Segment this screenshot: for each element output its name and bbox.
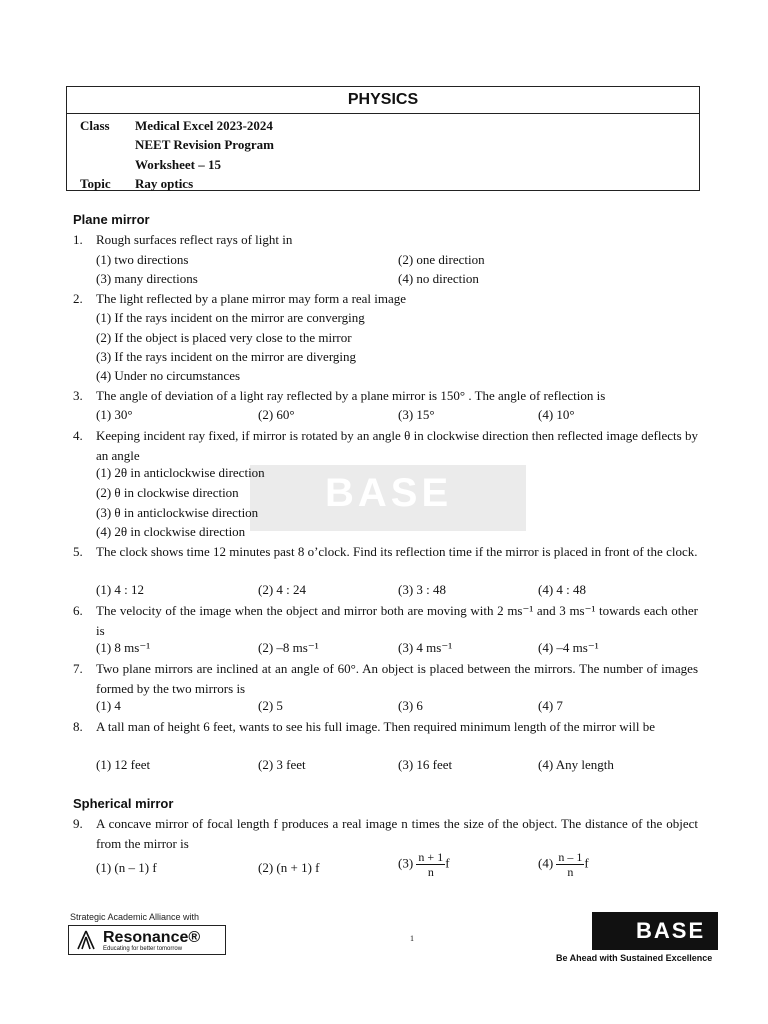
question-text: Keeping incident ray fixed, if mirror is rotated by an angle θ in clockwise direction then reflected image deflects by an angle [96, 428, 698, 463]
option: (3) If the rays incident on the mirror are diverging [96, 349, 357, 364]
option: (2) 60° [258, 407, 295, 422]
question-2 [73, 289, 698, 309]
base-tagline: Be Ahead with Sustained Excellence [556, 953, 713, 963]
footer-alliance-text: Strategic Academic Alliance with [70, 912, 200, 922]
option: (1) two directions [96, 252, 189, 267]
option-label: (3) [398, 855, 414, 871]
section-heading-plane-mirror: Plane mirror [73, 212, 150, 227]
resonance-logo [68, 925, 226, 955]
option: (4) 4 : 48 [538, 582, 587, 597]
question-9 [73, 814, 698, 853]
class-label: Class [80, 118, 110, 133]
option-4 [538, 850, 589, 879]
option: (2) 4 : 24 [258, 582, 307, 597]
class-line-2: NEET Revision Program [135, 137, 274, 152]
question-text: Rough surfaces reflect rays of light in [96, 232, 293, 247]
question-number: 5. [73, 544, 83, 559]
question-text: A concave mirror of focal length f produces a real image n times the size of the object. The distance of the object from the mirror is [96, 816, 698, 851]
question-text: The angle of deviation of a light ray reflected by a plane mirror is 150° . The angle of reflection is [96, 388, 606, 403]
option: (1) If the rays incident on the mirror are converging [96, 310, 365, 325]
fraction-suffix: f [584, 855, 589, 871]
option: (3) many directions [96, 271, 198, 286]
question-number: 7. [73, 661, 83, 676]
page-number: 1 [410, 934, 414, 943]
option: (1) 2θ in anticlockwise direction [96, 465, 265, 480]
question-4 [73, 426, 698, 465]
question-3 [73, 386, 698, 406]
fraction-denominator: n [567, 865, 574, 879]
option: (2) If the object is placed very close to the mirror [96, 330, 352, 345]
question-text: The velocity of the image when the object and mirror both are moving with 2 ms⁻¹ and 3 ms⁻¹ towards each other is [96, 603, 698, 638]
question-text: A tall man of height 6 feet, wants to see his full image. Then required minimum length of the mirror will be [96, 719, 655, 734]
base-watermark [250, 465, 526, 531]
option-label: (4) [538, 855, 554, 871]
question-number: 9. [73, 816, 83, 831]
option: (3) 3 : 48 [398, 582, 447, 597]
fraction-numerator: n + 1 [418, 850, 444, 864]
base-logo-text: BASE [636, 918, 706, 943]
question-8 [73, 717, 698, 737]
option: (1) 30° [96, 407, 133, 422]
page-title: PHYSICS [67, 87, 699, 114]
fraction [556, 850, 584, 879]
option: (4) 10° [538, 407, 575, 422]
option: (3) 15° [398, 407, 435, 422]
option: (3) 16 feet [398, 757, 453, 772]
option: (2) one direction [398, 252, 485, 267]
option: (4) no direction [398, 271, 479, 286]
class-line-1: Medical Excel 2023-2024 [135, 118, 273, 133]
option: (4) 2θ in clockwise direction [96, 524, 246, 539]
option: (1) 8 ms⁻¹ [96, 640, 151, 655]
question-5 [73, 542, 698, 562]
question-number: 6. [73, 603, 83, 618]
option: (2) –8 ms⁻¹ [258, 640, 319, 655]
question-text: The clock shows time 12 minutes past 8 o’clock. Find its reflection time if the mirror is placed in front of the clock. [96, 544, 698, 559]
resonance-name: Resonance® [103, 929, 201, 946]
fraction-suffix: f [445, 855, 450, 871]
question-number: 8. [73, 719, 83, 734]
question-6 [73, 601, 698, 640]
fraction [416, 850, 445, 879]
watermark-text: BASE [325, 471, 453, 515]
option: (4) Under no circumstances [96, 368, 241, 383]
question-text: The light reflected by a plane mirror may form a real image [96, 291, 407, 306]
option: (3) 4 ms⁻¹ [398, 640, 453, 655]
option: (1) (n – 1) f [96, 860, 157, 875]
option: (4) –4 ms⁻¹ [538, 640, 599, 655]
class-line-3: Worksheet – 15 [135, 157, 221, 172]
option: (3) θ in anticlockwise direction [96, 505, 259, 520]
option: (2) (n + 1) f [258, 860, 320, 875]
topic-value: Ray optics [135, 176, 194, 191]
question-number: 4. [73, 428, 83, 443]
question-1 [73, 230, 698, 250]
question-number: 1. [73, 232, 83, 247]
fraction-denominator: n [427, 865, 434, 879]
option-3 [398, 850, 450, 879]
option: (4) Any length [538, 757, 614, 772]
question-7 [73, 659, 698, 698]
resonance-emblem-icon [75, 929, 97, 951]
option: (1) 4 [96, 698, 121, 713]
question-number: 3. [73, 388, 83, 403]
section-heading-spherical-mirror: Spherical mirror [73, 796, 174, 811]
topic-label: Topic [80, 176, 111, 191]
question-text: Two plane mirrors are inclined at an angle of 60°. An object is placed between the mirrors. The number of images formed by the two mirrors is [96, 661, 698, 696]
option: (4) 7 [538, 698, 563, 713]
option: (2) 3 feet [258, 757, 306, 772]
option: (3) 6 [398, 698, 423, 713]
base-logo [592, 912, 718, 950]
header-box [66, 86, 700, 191]
question-number: 2. [73, 291, 83, 306]
option: (2) 5 [258, 698, 283, 713]
option: (1) 4 : 12 [96, 582, 145, 597]
option: (2) θ in clockwise direction [96, 485, 239, 500]
resonance-tagline: Educating for better tomorrow [103, 946, 183, 952]
fraction-numerator: n – 1 [558, 850, 583, 864]
option: (1) 12 feet [96, 757, 151, 772]
